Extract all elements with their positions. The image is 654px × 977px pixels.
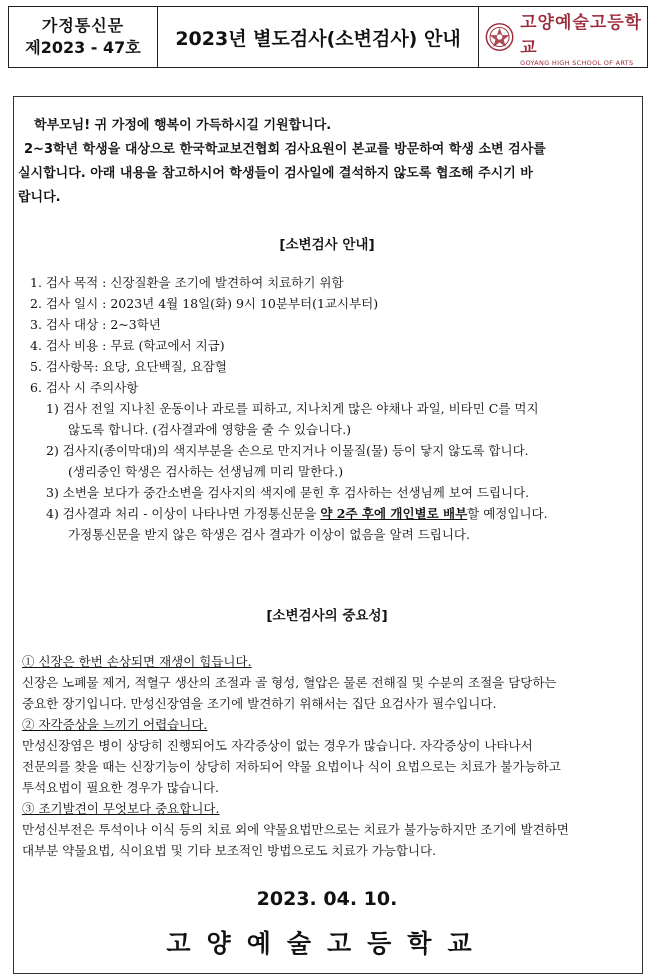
caution-emphasis: 약 2주 후에 개인별로 배부 xyxy=(320,506,468,521)
importance-text: 만성신부전은 투석이나 이식 등의 치료 외에 약물요법만으로는 치료가 불가능하지만 조기에 발견하면 xyxy=(22,822,569,837)
caution-item-cont: 않도록 합니다. (검사결과에 영향을 줄 수 있습니다.) xyxy=(68,422,352,437)
logo-english-name: GOYANG HIGH SCHOOL OF ARTS xyxy=(520,58,634,67)
newsletter-label: 가정통신문 xyxy=(41,16,125,36)
guide-item: 3. 검사 대상 : 2~3학년 xyxy=(30,317,161,332)
importance-text: 신장은 노폐물 제거, 적혈구 생산의 조절과 골 형성, 혈압은 물론 전해질 및 수분의 조절을 담당하는 xyxy=(22,675,557,690)
guide-list xyxy=(30,272,548,545)
guide-title: [소변검사 안내] xyxy=(279,237,375,253)
caution-item: 2) 검사지(종이막대)의 색지부분을 손으로 만지거나 이물질(물) 등이 닿지 않도록 합니다. xyxy=(46,443,529,458)
header-table xyxy=(8,6,648,68)
school-emblem-icon xyxy=(485,21,514,53)
importance-title: [소변검사의 중요성] xyxy=(266,608,388,624)
importance-heading: ② 자각증상을 느끼기 어렵습니다. xyxy=(22,717,208,732)
caution-item: 1) 검사 전일 지나친 운동이나 과로를 피하고, 지나치게 많은 야채나 과일, 비타민 C를 먹지 xyxy=(46,401,539,416)
school-logo xyxy=(479,7,647,67)
caution-item xyxy=(30,503,548,524)
intro-paragraph xyxy=(18,114,628,210)
importance-heading: ① 신장은 한번 손상되면 재생이 힘듭니다. xyxy=(22,654,252,669)
importance-text: 중요한 장기입니다. 만성신장염을 조기에 발견하기 위해서는 집단 요검사가 필수입니다. xyxy=(22,696,497,711)
intro-line: 2~3학년 학생을 대상으로 한국학교보건협회 검사요원이 본교를 방문하여 학생 소변 검사를 xyxy=(24,142,546,157)
school-name: 고양예술고등학교 xyxy=(166,929,488,958)
guide-item: 4. 검사 비용 : 무료 (학교에서 지급) xyxy=(30,338,225,353)
intro-line: 랍니다. xyxy=(18,190,61,205)
importance-text: 투석요법이 필요한 경우가 많습니다. xyxy=(22,780,220,795)
importance-text: 만성신장염은 병이 상당히 진행되어도 자각증상이 없는 경우가 많습니다. 자각증상이 나타나서 xyxy=(22,738,533,753)
caution-text: 할 예정입니다. xyxy=(467,506,548,521)
importance-heading: ③ 조기발견이 무엇보다 중요합니다. xyxy=(22,801,220,816)
guide-item: 6. 검사 시 주의사항 xyxy=(30,380,139,395)
guide-item: 2. 검사 일시 : 2023년 4월 18일(화) 9시 10분부터(1교시부터) xyxy=(30,296,379,311)
issue-cell xyxy=(9,7,158,67)
issue-number: 제2023 - 47호 xyxy=(25,38,141,57)
caution-text: 4) 검사결과 처리 - 이상이 나타나면 가정통신문을 xyxy=(46,506,317,521)
guide-item: 1. 검사 목적 : 신장질환을 조기에 발견하여 치료하기 위함 xyxy=(30,275,344,290)
caution-item-cont: (생리중인 학생은 검사하는 선생님께 미리 말한다.) xyxy=(68,464,344,479)
intro-line: 실시합니다. 아래 내용을 참고하시어 학생들이 검사일에 결석하지 않도록 협조해 주시기 바 xyxy=(18,166,533,181)
caution-item-cont: 가정통신문을 받지 않은 학생은 검사 결과가 이상이 없음을 알려 드립니다. xyxy=(68,527,470,542)
guide-item: 5. 검사항목: 요당, 요단백질, 요잠혈 xyxy=(30,359,227,374)
logo-korean-name: 고양예술고등학교 xyxy=(520,12,643,58)
importance-body xyxy=(22,651,569,861)
importance-text: 전문의를 찾을 때는 신장기능이 상당히 저하되어 약물 요법이나 식이 요법으로는 치료가 불가능하고 xyxy=(22,759,561,774)
caution-item: 3) 소변을 보다가 중간소변을 검사지의 색지에 묻힌 후 검사하는 선생님께 보여 드립니다. xyxy=(46,485,530,500)
importance-text: 대부분 약물요법, 식이요법 및 기타 보조적인 방법으로도 치료가 가능합니다. xyxy=(22,843,437,858)
issue-date: 2023. 04. 10. xyxy=(256,888,398,910)
intro-line: 학부모님! 귀 가정에 행복이 가득하시길 기원합니다. xyxy=(34,118,332,133)
document-title: 2023년 별도검사(소변검사) 안내 xyxy=(158,7,479,67)
